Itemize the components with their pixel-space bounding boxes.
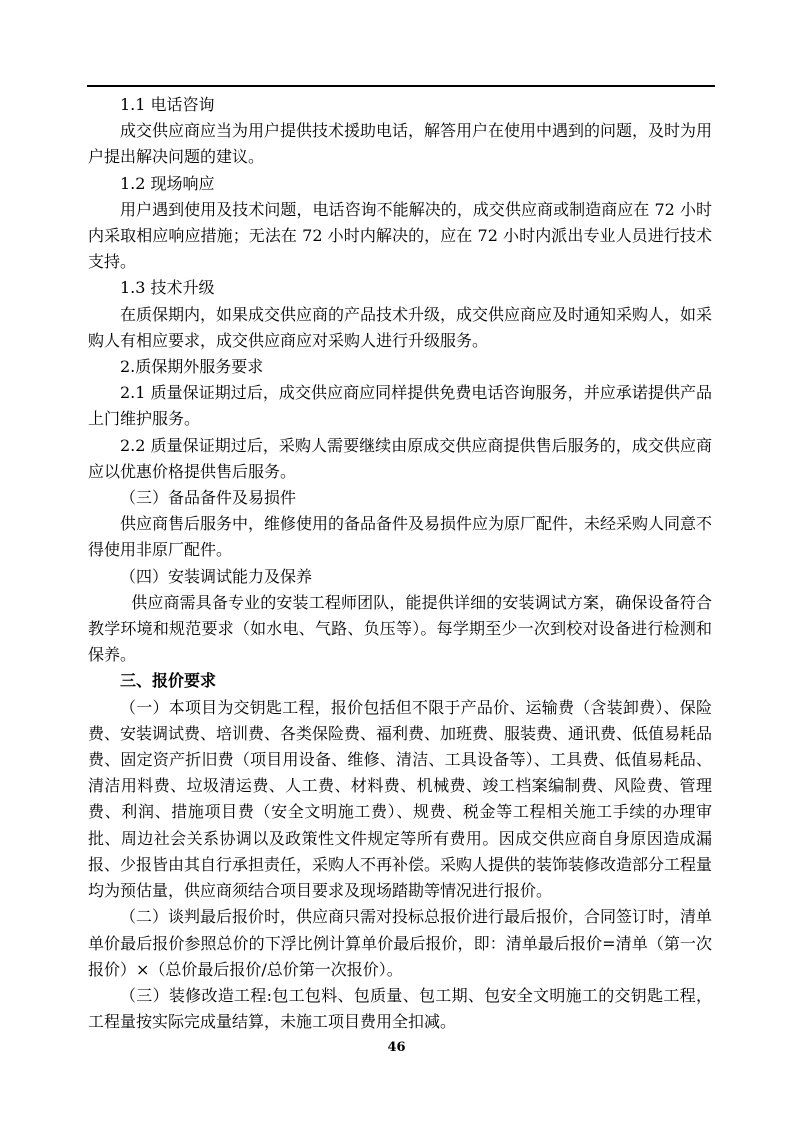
clause-installation-heading: （四）安装调试能力及保养 bbox=[120, 566, 313, 586]
clause-1-2-heading: 1.2 现场响应 bbox=[120, 173, 215, 193]
para-onsite-response: 用户遇到使用及技术问题，电话咨询不能解决的，成交供应商或制造商应在 72 小时内采取相应响应措施；无法在 72 小时内解决的，应在 72 小时内派出专业人员进行技术支持。 bbox=[88, 199, 712, 272]
para-quotation-scope: （一）本项目为交钥匙工程，报价包括但不限于产品价、运输费（含装卸费）、保险费、安装调试费、培训费、各类保险费、福利费、加班费、服装费、通讯费、低值易耗品费、固定资产折旧费（项目用设备、维修、清洁、工具设备等）、工具费、低值易耗品、清洁用料费、垃圾清运费、人工费、材料费、机械费、竣工档案编制费、风险费、管理费、利润、措施项目费（安全文明施工费）、规费、税金等工程相关施工手续的办理审批、周边社会关系协调以及政策性文件规定等所有费用。因成交供应商自身原因造成漏报、少报皆由其自行承担责任，采购人不再补偿。采购人提供的装饰装修改造部分工程量均为预估量，供应商须结合项目要求及现场踏勘等情况进行报价。 bbox=[88, 697, 713, 901]
document-body bbox=[88, 92, 712, 1035]
para-quotation-final-offer: （二）谈判最后报价时，供应商只需对投标总报价进行最后报价，合同签订时，清单单价最后报价参照总价的下浮比例计算单价最后报价，即：清单最后报价=清单（第一次报价）×（总价最后报价/总价第一次报价）。 bbox=[88, 907, 713, 979]
para-tech-upgrade: 在质保期内，如果成交供应商的产品技术升级，成交供应商应及时通知采购人，如采购人有相应要求，成交供应商应对采购人进行升级服务。 bbox=[88, 304, 713, 350]
header-rule bbox=[87, 85, 715, 87]
para-spare-parts: 供应商售后服务中，维修使用的备品备件及易损件应为原厂配件，未经采购人同意不得使用非原厂配件。 bbox=[88, 514, 713, 560]
para-2-2-after-warranty: 2.2 质量保证期过后，采购人需要继续由原成交供应商提供售后服务的，成交供应商应以优惠价格提供售后服务。 bbox=[88, 435, 712, 481]
clause-2-heading: 2.质保期外服务要求 bbox=[120, 357, 264, 377]
section-quotation-heading: 三、报价要求 bbox=[120, 671, 217, 691]
para-phone-support: 成交供应商应当为用户提供技术援助电话，解答用户在使用中遇到的问题，及时为用户提出解决问题的建议。 bbox=[88, 121, 713, 167]
clause-1-3-heading: 1.3 技术升级 bbox=[120, 278, 215, 298]
para-2-1-after-warranty: 2.1 质量保证期过后，成交供应商应同样提供免费电话咨询服务，并应承诺提供产品上门维护服务。 bbox=[88, 383, 712, 429]
clause-1-1-heading: 1.1 电话咨询 bbox=[120, 95, 215, 114]
para-installation: 供应商需具备专业的安装工程师团队，能提供详细的安装调试方案，确保设备符合教学环境和规范要求（如水电、气路、负压等）。每学期至少一次到校对设备进行检测和保养。 bbox=[88, 592, 712, 665]
clause-spare-parts-heading: （三）备品备件及易损件 bbox=[120, 488, 297, 508]
page-number: 46 bbox=[387, 1040, 406, 1055]
para-quotation-renovation: （三）装修改造工程:包工包料、包质量、包工期、包安全文明施工的交钥匙工程，工程量按实际完成量结算，未施工项目费用全扣减。 bbox=[88, 985, 712, 1032]
